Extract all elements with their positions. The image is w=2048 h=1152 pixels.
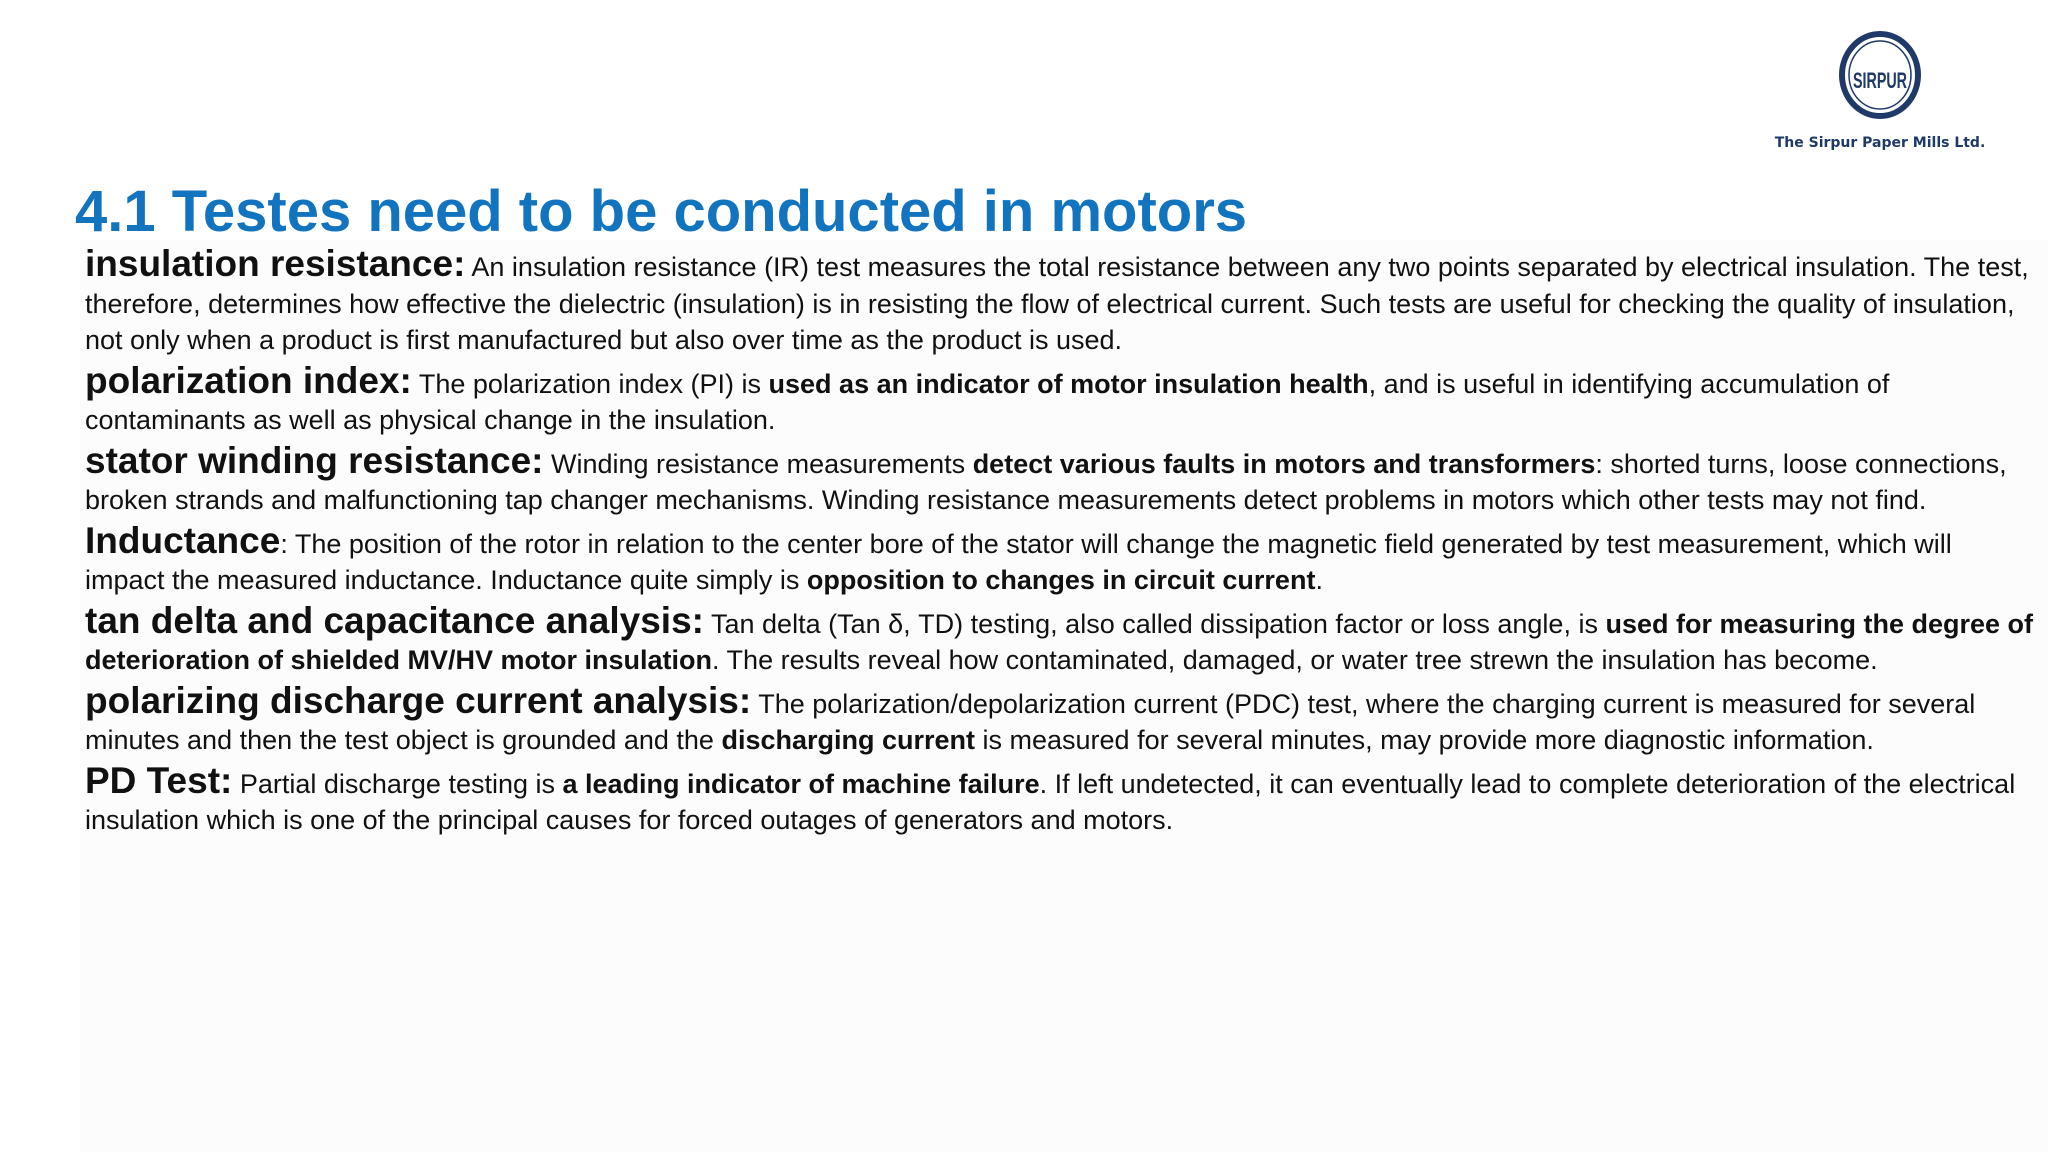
- list-item: [85, 359, 2035, 439]
- slide-title: 4.1 Testes need to be conducted in motors: [75, 179, 1248, 244]
- item-highlight: detect various faults in motors and transformers: [972, 448, 1596, 479]
- item-highlight: opposition to changes in circuit current: [806, 565, 1316, 595]
- company-logo: [1760, 30, 2000, 160]
- sirpur-logo-emblem: [1835, 30, 1925, 120]
- item-text: . The results reveal how contaminated, damaged, or water tree strewn the insulation has become.: [712, 645, 1878, 675]
- logo-text: SIRPUR: [1853, 68, 1908, 93]
- list-item: [85, 439, 2035, 519]
- item-text: , and is useful in identifying accumulation of contaminants as well as physical change in the insulation.: [85, 368, 1890, 435]
- item-term: insulation resistance:: [85, 243, 466, 284]
- item-text: An insulation resistance (IR) test measures the total resistance between any two points separated by electrical insulation. The test, therefore, determines how effective the dielectric (insulation) is in resisting the flow of electrical current. Such tests are useful for checking the quality of insulation, not only when a product is first manufactured but also over time as the product is used.: [85, 252, 2029, 355]
- item-text: The polarization/depolarization current (PDC) test, where the charging current is measured for several minutes and then the test object is grounded and the: [85, 688, 1976, 755]
- item-term: polarizing discharge current analysis:: [85, 679, 752, 721]
- item-text: .: [1315, 565, 1323, 595]
- item-highlight: a leading indicator of machine failure: [562, 768, 1040, 799]
- list-item: [85, 243, 2035, 359]
- item-text: : The position of the rotor in relation to the center bore of the stator will change the magnetic field generated by test measurement, which will impact the measured inductance. Inductance quite simply is: [85, 528, 1952, 595]
- list-item: [85, 679, 2035, 759]
- item-term: tan delta and capacitance analysis:: [85, 599, 704, 641]
- list-item: [85, 599, 2035, 679]
- item-highlight: discharging current: [721, 725, 975, 755]
- item-text: . If left undetected, it can eventually lead to complete deterioration of the electrical insulation which is one of the principal causes for forced outages of generators and motors.: [85, 768, 2016, 835]
- item-text: is measured for several minutes, may provide more diagnostic information.: [975, 725, 1874, 755]
- item-term: PD Test:: [85, 759, 233, 801]
- logo-caption: The Sirpur Paper Mills Ltd.: [1774, 135, 1986, 151]
- item-text: The polarization index (PI) is: [411, 368, 769, 399]
- item-term: Inductance: [85, 519, 281, 561]
- item-highlight: used for measuring the degree of deterioration of shielded MV/HV motor insulation: [85, 608, 2034, 675]
- item-text: Winding resistance measurements: [543, 448, 973, 479]
- list-item: [85, 519, 2035, 599]
- item-term: polarization index:: [85, 359, 412, 401]
- item-text: Tan delta (Tan δ, TD) testing, also called dissipation factor or loss angle, is: [703, 608, 1606, 639]
- item-highlight: used as an indicator of motor insulation health: [768, 368, 1369, 399]
- list-item: [85, 759, 2035, 839]
- item-text: Partial discharge testing is: [232, 768, 563, 799]
- test-list: [85, 243, 2035, 843]
- item-term: stator winding resistance:: [85, 439, 544, 481]
- item-text: : shorted turns, loose connections, broken strands and malfunctioning tap changer mechanisms. Winding resistance measurements detect problems in motors which other tests may not find.: [85, 448, 2007, 515]
